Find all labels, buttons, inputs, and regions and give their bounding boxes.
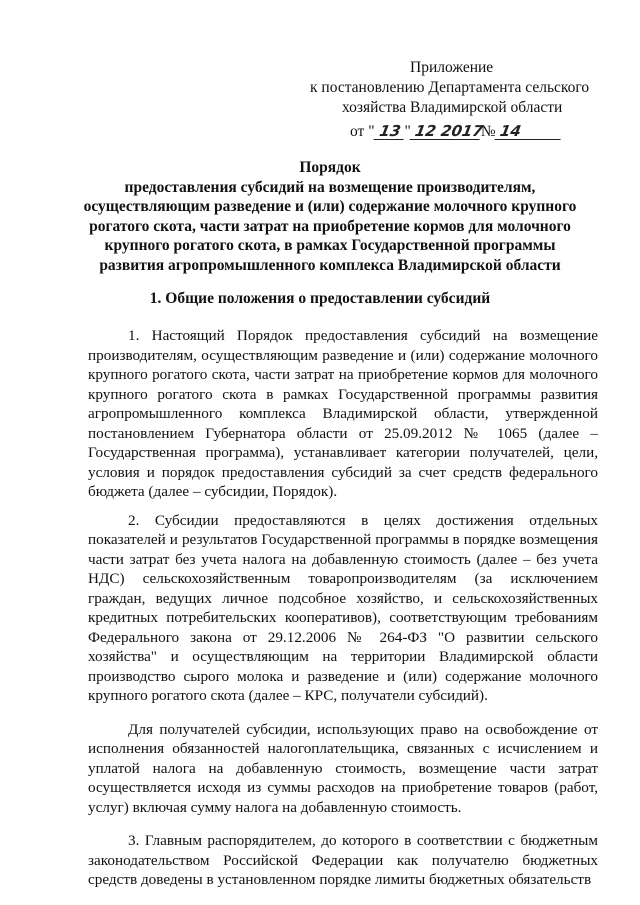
handwritten-day: 13 [373, 123, 406, 140]
handwritten-number: 14 [494, 123, 563, 140]
title-main: Порядок [299, 159, 361, 176]
appendix-date-line [350, 122, 562, 142]
handwritten-month-year: 12 2017 [409, 123, 482, 140]
document-body [88, 326, 598, 899]
appendix-title: Приложение [410, 59, 494, 76]
document-title [80, 158, 580, 275]
paragraph-3: Для получателей субсидии, использующих право на освобождение от исполнения обязанностей налогоплательщика, связанных с исчислением и уплатой налога на добавленную стоимость, возмещение части затрат осуществляется исходя из суммы расходов на приобретение товаров (работ, услуг) включая сумму налога на добавленную стоимость. [88, 720, 598, 816]
appendix-line-decree: к постановлению Департамента сельского [310, 79, 590, 96]
date-prefix: от " [350, 123, 375, 140]
paragraph-4: 3. Главным распорядителем, до которого в соответствии с бюджетным законодательством Российской Федерации как получателю бюджетных средств доведены в установленном порядке лимиты бюджетных обязательств [88, 832, 598, 888]
title-subtitle: предоставления субсидий на возмещение производителям, осуществляющим разведение и (или) содержание молочного крупного рогатого скота, части затрат на приобретение кормов для молочного крупного рогатого скота, в рамках Государственной программы развития агропромышленного комплекса Владимирской области [83, 178, 577, 274]
section-heading: 1. Общие положения о предоставлении субсидий [149, 290, 491, 307]
appendix-line-region: хозяйства Владимирской области [342, 99, 563, 116]
paragraph-1: 1. Настоящий Порядок предоставления субсидий на возмещение производителям, осуществляющим разведение и (или) содержание молочного крупного рогатого скота, части затрат на приобретение кормов для молочного крупного рогатого скота в рамках Государственной программы развития агропромышленного комплекса Владимирской области, утвержденной постановлением Губернатора области от 25.09.2012 № 1065 (далее – Государственная программа), устанавливает категории получателей, цели, условия и порядок предоставления субсидий за счет средств федерального бюджета (далее – субсидии, Порядок). [88, 327, 598, 500]
date-quote: " [404, 123, 411, 140]
number-label: № [480, 123, 496, 140]
paragraph-2: 2. Субсидии предоставляются в целях достижения отдельных показателей и результатов Государственной программы в порядке возмещения части затрат без учета налога на добавленную стоимость (далее – без учета НДС) сельскохозяйственным товаропроизводителям (за исключением граждан, ведущих личное подсобное хозяйство, и сельскохозяйственных кредитных потребительских кооперативов), соответствующим требованиям Федерального закона от 29.12.2006 № 264-ФЗ "О развитии сельского хозяйства" и осуществляющим на территории Владимирской области производство сырого молока и разведение и (или) содержание молочного крупного рогатого скота (далее – КРС, получатели субсидий). [88, 511, 598, 704]
